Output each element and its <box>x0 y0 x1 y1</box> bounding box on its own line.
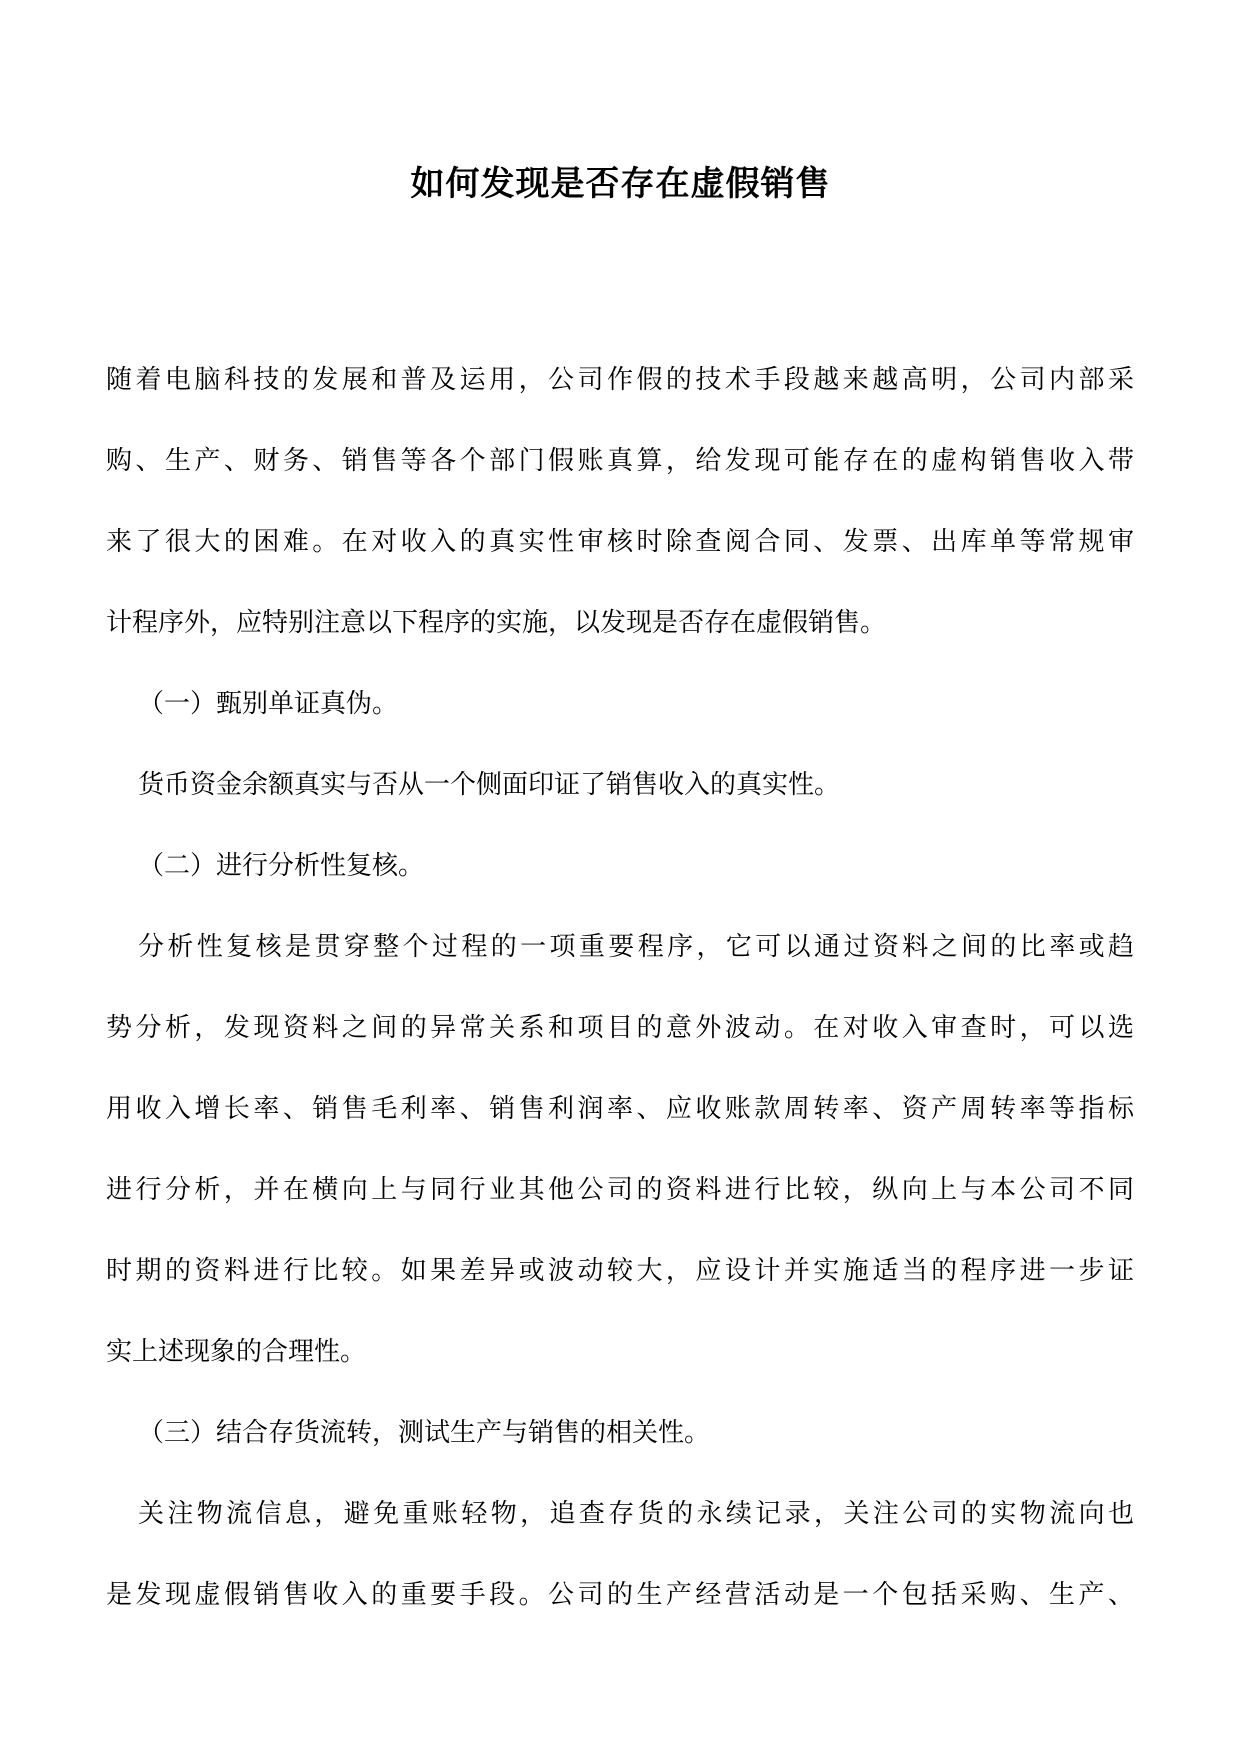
paragraph-analytical-review <box>106 907 1134 1393</box>
text-line: 用收入增长率、销售毛利率、销售利润率、应收账款周转率、资产周转率等指标 <box>106 1094 1134 1124</box>
section-heading-2 <box>106 826 1134 907</box>
text-line: （二）进行分析性复核。 <box>138 851 425 881</box>
document-body <box>106 340 1134 1636</box>
text-line: 实上述现象的合理性。 <box>106 1337 367 1367</box>
text-line: 关注物流信息，避免重账轻物，追查存货的永续记录，关注公司的实物流向也 <box>138 1499 1134 1529</box>
text-line: 时期的资料进行比较。如果差异或波动较大，应设计并实施适当的程序进一步证 <box>106 1256 1134 1286</box>
section-heading-1 <box>106 664 1134 745</box>
text-line: 购、生产、财务、销售等各个部门假账真算，给发现可能存在的虚构销售收入带 <box>106 446 1134 476</box>
paragraph-intro <box>106 340 1134 664</box>
text-line: 进行分析，并在横向上与同行业其他公司的资料进行比较，纵向上与本公司不同 <box>106 1175 1134 1205</box>
text-line: 货币资金余额真实与否从一个侧面印证了销售收入的真实性。 <box>138 770 841 800</box>
paragraph-cash-balance <box>106 745 1134 826</box>
section-heading-3 <box>106 1393 1134 1474</box>
document-title: 如何发现是否存在虚假销售 <box>410 164 831 204</box>
text-line: 分析性复核是贯穿整个过程的一项重要程序，它可以通过资料之间的比率或趋 <box>138 932 1134 962</box>
text-line: 是发现虚假销售收入的重要手段。公司的生产经营活动是一个包括采购、生产、 <box>106 1580 1134 1610</box>
paragraph-logistics <box>106 1474 1134 1636</box>
text-line: 势分析，发现资料之间的异常关系和项目的意外波动。在对收入审查时，可以选 <box>106 1013 1134 1043</box>
text-line: 计程序外，应特别注意以下程序的实施，以发现是否存在虚假销售。 <box>106 608 887 638</box>
text-line: （三）结合存货流转，测试生产与销售的相关性。 <box>138 1418 711 1448</box>
text-line: 随着电脑科技的发展和普及运用，公司作假的技术手段越来越高明，公司内部采 <box>106 365 1134 395</box>
text-line: 来了很大的困难。在对收入的真实性审核时除查阅合同、发票、出库单等常规审 <box>106 527 1134 557</box>
text-line: （一）甄别单证真伪。 <box>138 689 399 719</box>
